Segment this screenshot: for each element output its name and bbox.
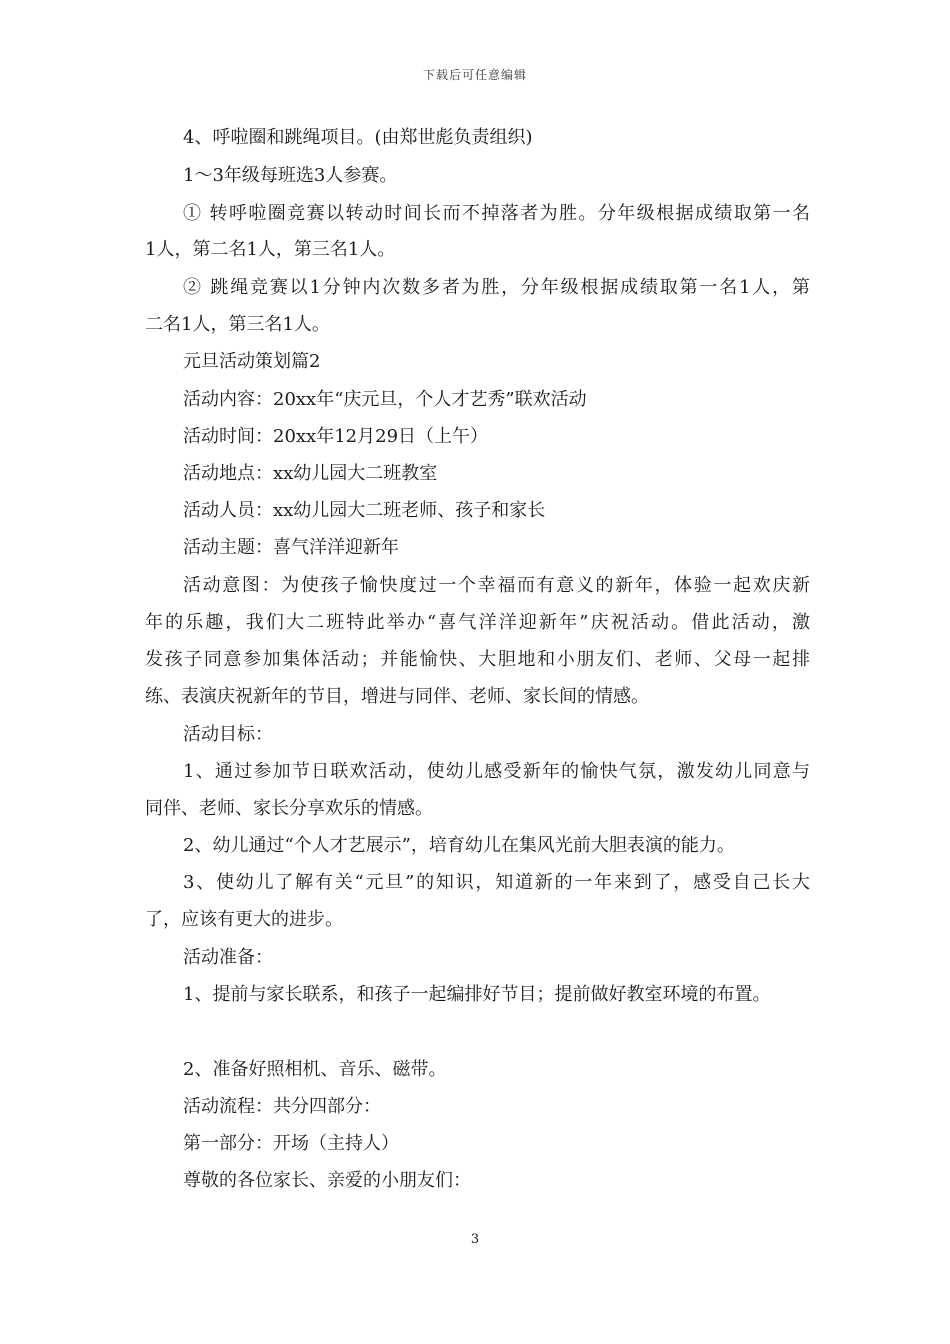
paragraph-line: 1、通过参加节日联欢活动，使幼儿感受新年的愉快气氛，激发幼儿同意与: [183, 761, 810, 782]
paragraph-line: 1～3年级每班选3人参赛。: [183, 165, 398, 186]
paragraph-line: 活动目标：: [183, 724, 273, 745]
paragraph-line: 1、提前与家长联系，和孩子一起编排好节目；提前做好教室环境的布置。: [183, 984, 771, 1005]
paragraph-line: 1人，第二名1人，第三名1人。: [145, 239, 396, 260]
section-heading: 元旦活动策划篇2: [183, 351, 321, 372]
page-number: 3: [470, 1232, 480, 1247]
paragraph-line: 第一部分：开场（主持人）: [183, 1133, 399, 1154]
paragraph-line: 2、幼儿通过“个人才艺展示”，培育幼儿在集风光前大胆表演的能力。: [183, 835, 735, 856]
paragraph-line: 年的乐趣，我们大二班特此举办“喜气洋洋迎新年”庆祝活动。借此活动，激: [145, 612, 810, 633]
paragraph-line: 活动内容：20xx年“庆元旦，个人才艺秀”联欢活动: [183, 389, 587, 410]
paragraph-line: 活动地点：xx幼儿园大二班教室: [183, 463, 438, 484]
paragraph-line: 活动流程：共分四部分：: [183, 1096, 381, 1117]
paragraph-line: ① 转呼啦圈竞赛以转动时间长而不掉落者为胜。分年级根据成绩取第一名: [183, 203, 810, 224]
paragraph-line: 同伴、老师、家长分享欢乐的情感。: [145, 798, 433, 819]
paragraph-line: 2、准备好照相机、音乐、磁带。: [183, 1059, 447, 1080]
paragraph-line: 了，应该有更大的进步。: [145, 909, 343, 930]
page-header: 下载后可任意编辑: [422, 68, 527, 82]
paragraph-line: 活动时间：20xx年12月29日（上午）: [183, 426, 489, 447]
paragraph-line: 二名1人，第三名1人。: [145, 314, 330, 335]
paragraph-line: ② 跳绳竞赛以1分钟内次数多者为胜，分年级根据成绩取第一名1人，第: [183, 277, 810, 298]
paragraph-line: 发孩子同意参加集体活动；并能愉快、大胆地和小朋友们、老师、父母一起排: [145, 649, 810, 670]
paragraph-line: 4、呼啦圈和跳绳项目。(由郑世彪负责组织): [183, 127, 533, 148]
paragraph-line: 活动准备：: [183, 947, 273, 968]
paragraph-line: 活动主题：喜气洋洋迎新年: [183, 537, 399, 558]
paragraph-line: 3、使幼儿了解有关“元旦”的知识，知道新的一年来到了，感受自己长大: [183, 872, 810, 893]
paragraph-line: 活动意图：为使孩子愉快度过一个幸福而有意义的新年，体验一起欢庆新: [183, 575, 810, 596]
paragraph-line: 练、表演庆祝新年的节目，增进与同伴、老师、家长间的情感。: [145, 686, 649, 707]
paragraph-line: 活动人员：xx幼儿园大二班老师、孩子和家长: [183, 500, 546, 521]
paragraph-line: 尊敬的各位家长、亲爱的小朋友们：: [183, 1170, 471, 1191]
